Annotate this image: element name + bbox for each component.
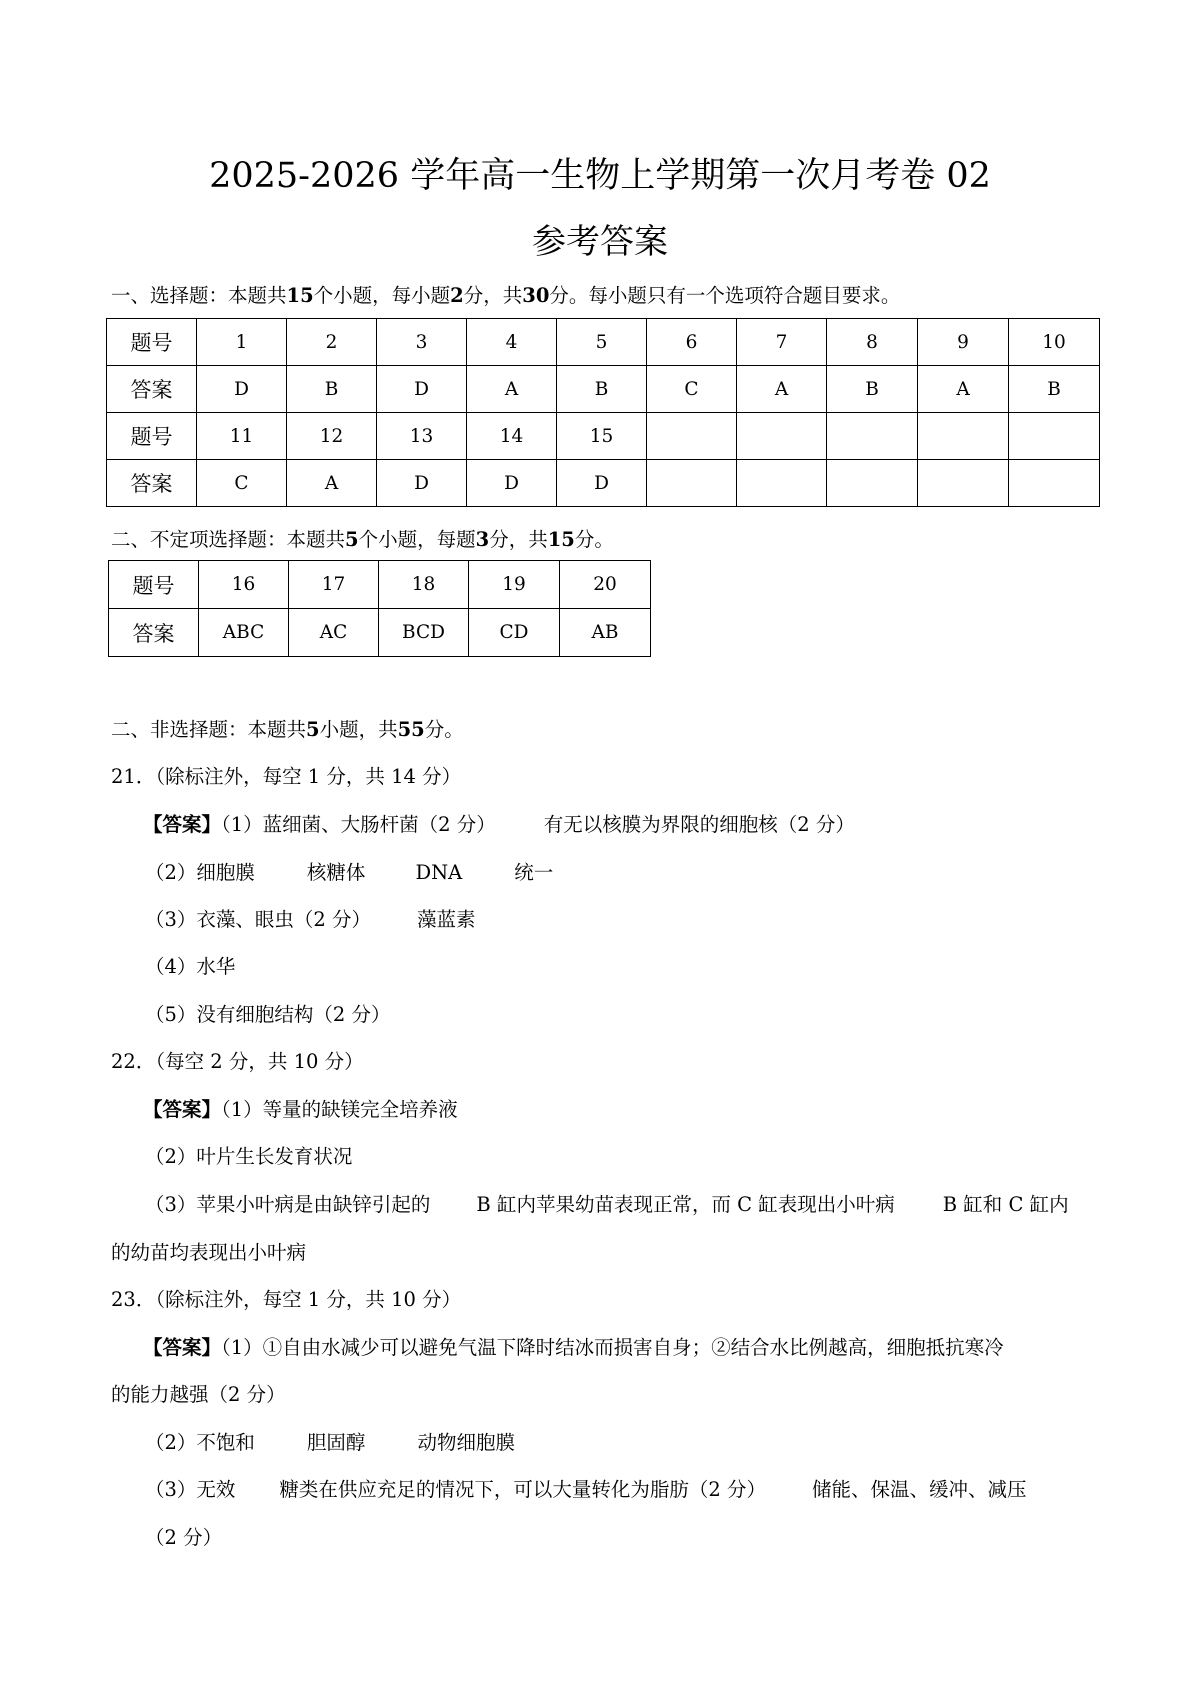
table-cell: D	[557, 460, 647, 507]
question-21-answer-4: （4）水华	[145, 955, 236, 978]
table-cell: 2	[287, 319, 377, 366]
table-cell: 答案	[109, 609, 199, 657]
question-23-answer-1-cont: 的能力越强（2 分）	[111, 1383, 286, 1406]
question-21-answer-5: （5）没有细胞结构（2 分）	[145, 1003, 391, 1026]
table-cell: 14	[467, 413, 557, 460]
table-cell: 题号	[107, 413, 197, 460]
answer-label: 【答案】	[143, 813, 222, 836]
table-cell	[647, 413, 737, 460]
table-row	[109, 561, 651, 609]
table-cell	[918, 413, 1009, 460]
question-23-answer-3: （3）无效 糖类在供应充足的情况下，可以大量转化为脂肪（2 分） 储能、保温、缓冲、减压	[145, 1478, 1027, 1501]
answer-label: 【答案】	[143, 1098, 222, 1121]
table-row	[109, 609, 651, 657]
table-cell: D	[377, 460, 467, 507]
table-cell: BCD	[379, 609, 469, 657]
table-cell	[737, 413, 827, 460]
table-cell: 11	[197, 413, 287, 460]
table-cell: 1	[197, 319, 287, 366]
section-3-heading: 二、非选择题：本题共5小题，共55分。	[111, 718, 464, 741]
table-row	[107, 413, 1100, 460]
table-cell: 16	[199, 561, 289, 609]
question-21-answer-3: （3）衣藻、眼虫（2 分） 藻蓝素	[145, 908, 476, 931]
question-23-answer-1: 【答案】（1）①自由水减少可以避免气温下降时结冰而损害自身；②结合水比例越高，细胞抵抗寒冷	[143, 1336, 1004, 1359]
table-cell: 4	[467, 319, 557, 366]
answer-label: 【答案】	[143, 1336, 222, 1359]
table-cell	[737, 460, 827, 507]
question-22-answer-2: （2）叶片生长发育状况	[145, 1145, 353, 1168]
table-cell: D	[197, 366, 287, 413]
table-cell	[827, 460, 918, 507]
answer-table-single-choice	[106, 318, 1100, 507]
question-21-answer-1: 【答案】（1）蓝细菌、大肠杆菌（2 分） 有无以核膜为界限的细胞核（2 分）	[143, 813, 855, 836]
question-23-heading: 23．（除标注外，每空 1 分，共 10 分）	[111, 1288, 462, 1311]
table-cell: A	[287, 460, 377, 507]
table-cell: 13	[377, 413, 467, 460]
table-row	[107, 460, 1100, 507]
table-cell: AC	[289, 609, 379, 657]
table-cell	[918, 460, 1009, 507]
table-cell: 18	[379, 561, 469, 609]
question-22-answer-1: 【答案】（1）等量的缺镁完全培养液	[143, 1098, 458, 1121]
table-cell: C	[647, 366, 737, 413]
question-22-heading: 22．（每空 2 分，共 10 分）	[111, 1050, 364, 1073]
table-cell: 19	[469, 561, 560, 609]
table-cell: B	[1009, 366, 1100, 413]
page-title: 2025-2026 学年高一生物上学期第一次月考卷 02	[209, 156, 991, 196]
table-cell: 8	[827, 319, 918, 366]
table-cell: 答案	[107, 366, 197, 413]
table-cell: 20	[560, 561, 651, 609]
section-2-heading: 二、不定项选择题：本题共5个小题，每题3分，共15分。	[111, 528, 614, 551]
question-23-answer-2: （2）不饱和 胆固醇 动物细胞膜	[145, 1431, 515, 1454]
question-22-answer-3: （3）苹果小叶病是由缺锌引起的 B 缸内苹果幼苗表现正常，而 C 缸表现出小叶病 B 缸和 C 缸内	[145, 1193, 1069, 1216]
table-cell: A	[918, 366, 1009, 413]
table-cell: B	[827, 366, 918, 413]
table-cell: 7	[737, 319, 827, 366]
question-21-heading: 21．（除标注外，每空 1 分，共 14 分）	[111, 765, 462, 788]
table-cell: 9	[918, 319, 1009, 366]
table-cell: 题号	[109, 561, 199, 609]
table-cell: 6	[647, 319, 737, 366]
section-1-heading: 一、选择题：本题共15个小题，每小题2分，共30分。每小题只有一个选项符合题目要求。	[111, 284, 901, 307]
table-cell: 5	[557, 319, 647, 366]
table-cell	[827, 413, 918, 460]
table-cell: D	[467, 460, 557, 507]
table-cell: 3	[377, 319, 467, 366]
table-cell: C	[197, 460, 287, 507]
table-cell	[647, 460, 737, 507]
table-cell: 12	[287, 413, 377, 460]
table-row	[107, 366, 1100, 413]
table-cell: 15	[557, 413, 647, 460]
question-21-answer-2: （2）细胞膜 核糖体 DNA 统一	[145, 861, 554, 884]
question-22-answer-3-cont: 的幼苗均表现出小叶病	[111, 1241, 307, 1264]
table-cell: ABC	[199, 609, 289, 657]
table-cell: 答案	[107, 460, 197, 507]
table-row	[107, 319, 1100, 366]
question-23-answer-3-cont: （2 分）	[145, 1526, 223, 1549]
table-cell: AB	[560, 609, 651, 657]
table-cell: B	[287, 366, 377, 413]
table-cell: A	[737, 366, 827, 413]
table-cell: 17	[289, 561, 379, 609]
answer-table-multi-choice	[108, 560, 651, 657]
table-cell: CD	[469, 609, 560, 657]
table-cell	[1009, 460, 1100, 507]
page-subtitle: 参考答案	[532, 222, 668, 262]
table-cell: D	[377, 366, 467, 413]
table-cell: A	[467, 366, 557, 413]
table-cell	[1009, 413, 1100, 460]
table-cell: 题号	[107, 319, 197, 366]
table-cell: B	[557, 366, 647, 413]
table-cell: 10	[1009, 319, 1100, 366]
